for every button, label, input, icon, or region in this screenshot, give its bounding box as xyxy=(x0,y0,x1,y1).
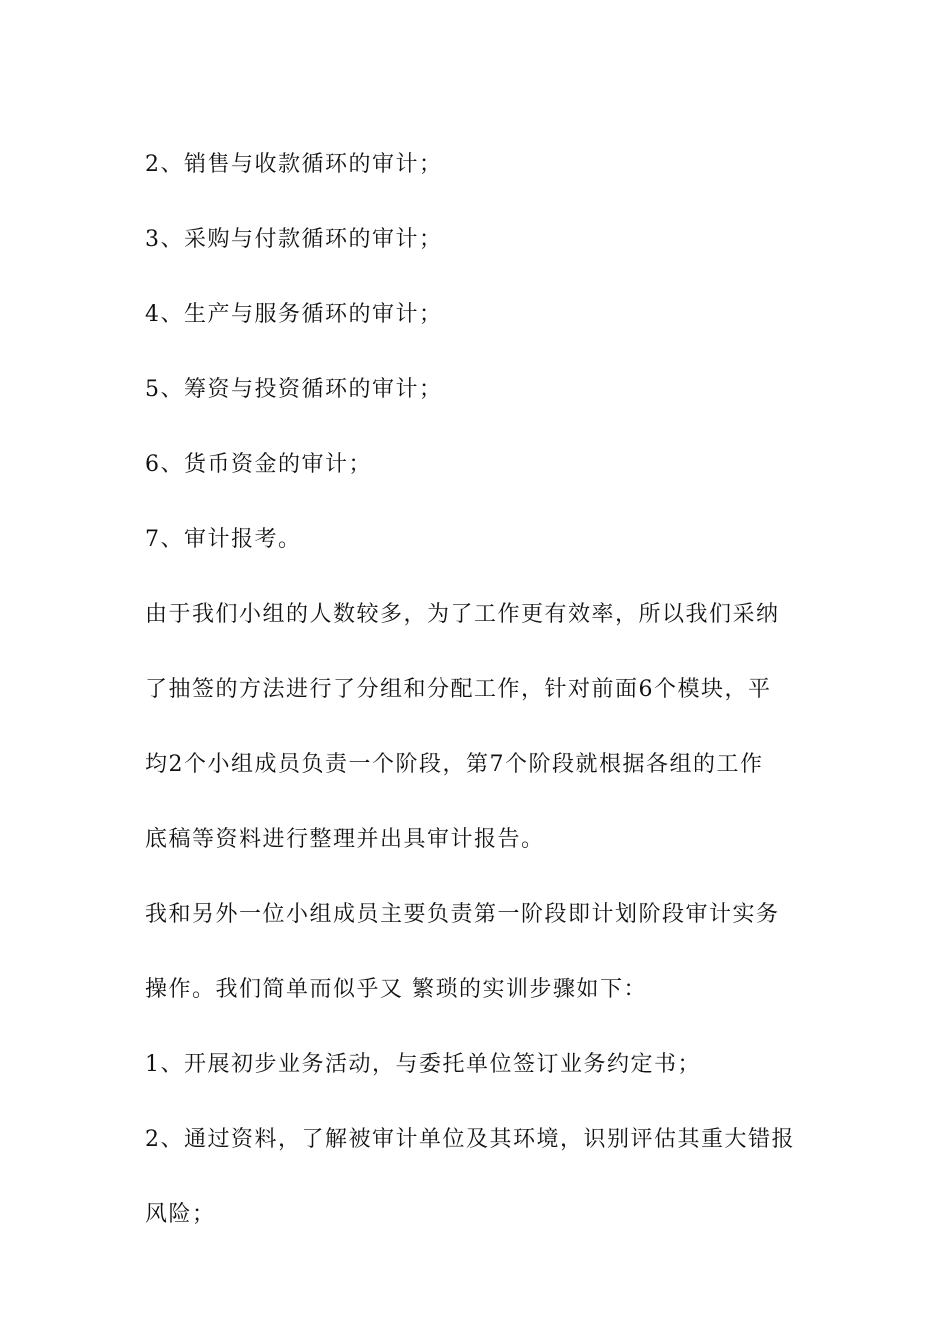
paragraph-line: 由于我们小组的人数较多，为了工作更有效率，所以我们采纳 xyxy=(145,602,780,627)
list-item-step-1: 1、开展初步业务活动，与委托单位签订业务约定书； xyxy=(145,1052,701,1077)
paragraph-line: 底稿等资料进行整理并出具审计报告。 xyxy=(145,827,545,852)
list-item-sales-audit: 2、销售与收款循环的审计； xyxy=(145,152,443,177)
paragraph-line: 我和另外一位小组成员主要负责第一阶段即计划阶段审计实务 xyxy=(145,902,780,927)
list-item-audit-report: 7、审计报考。 xyxy=(145,527,302,552)
document-body xyxy=(145,127,813,1252)
list-item-production-audit: 4、生产与服务循环的审计； xyxy=(145,302,443,327)
list-item-step-2-continued: 风险； xyxy=(145,1202,216,1227)
paragraph-line: 操作。我们简单而似乎又 繁琐的实训步骤如下： xyxy=(145,977,647,1002)
list-item-purchase-audit: 3、采购与付款循环的审计； xyxy=(145,227,443,252)
paragraph-line: 了抽签的方法进行了分组和分配工作，针对前面6个模块，平 xyxy=(145,677,772,702)
list-item-cash-audit: 6、货币资金的审计； xyxy=(145,452,372,477)
list-item-financing-audit: 5、筹资与投资循环的审计； xyxy=(145,377,443,402)
list-item-step-2: 2、通过资料，了解被审计单位及其环境，识别评估其重大错报 xyxy=(145,1127,795,1152)
paragraph-line: 均2个小组成员负责一个阶段，第7个阶段就根据各组的工作 xyxy=(145,752,764,777)
